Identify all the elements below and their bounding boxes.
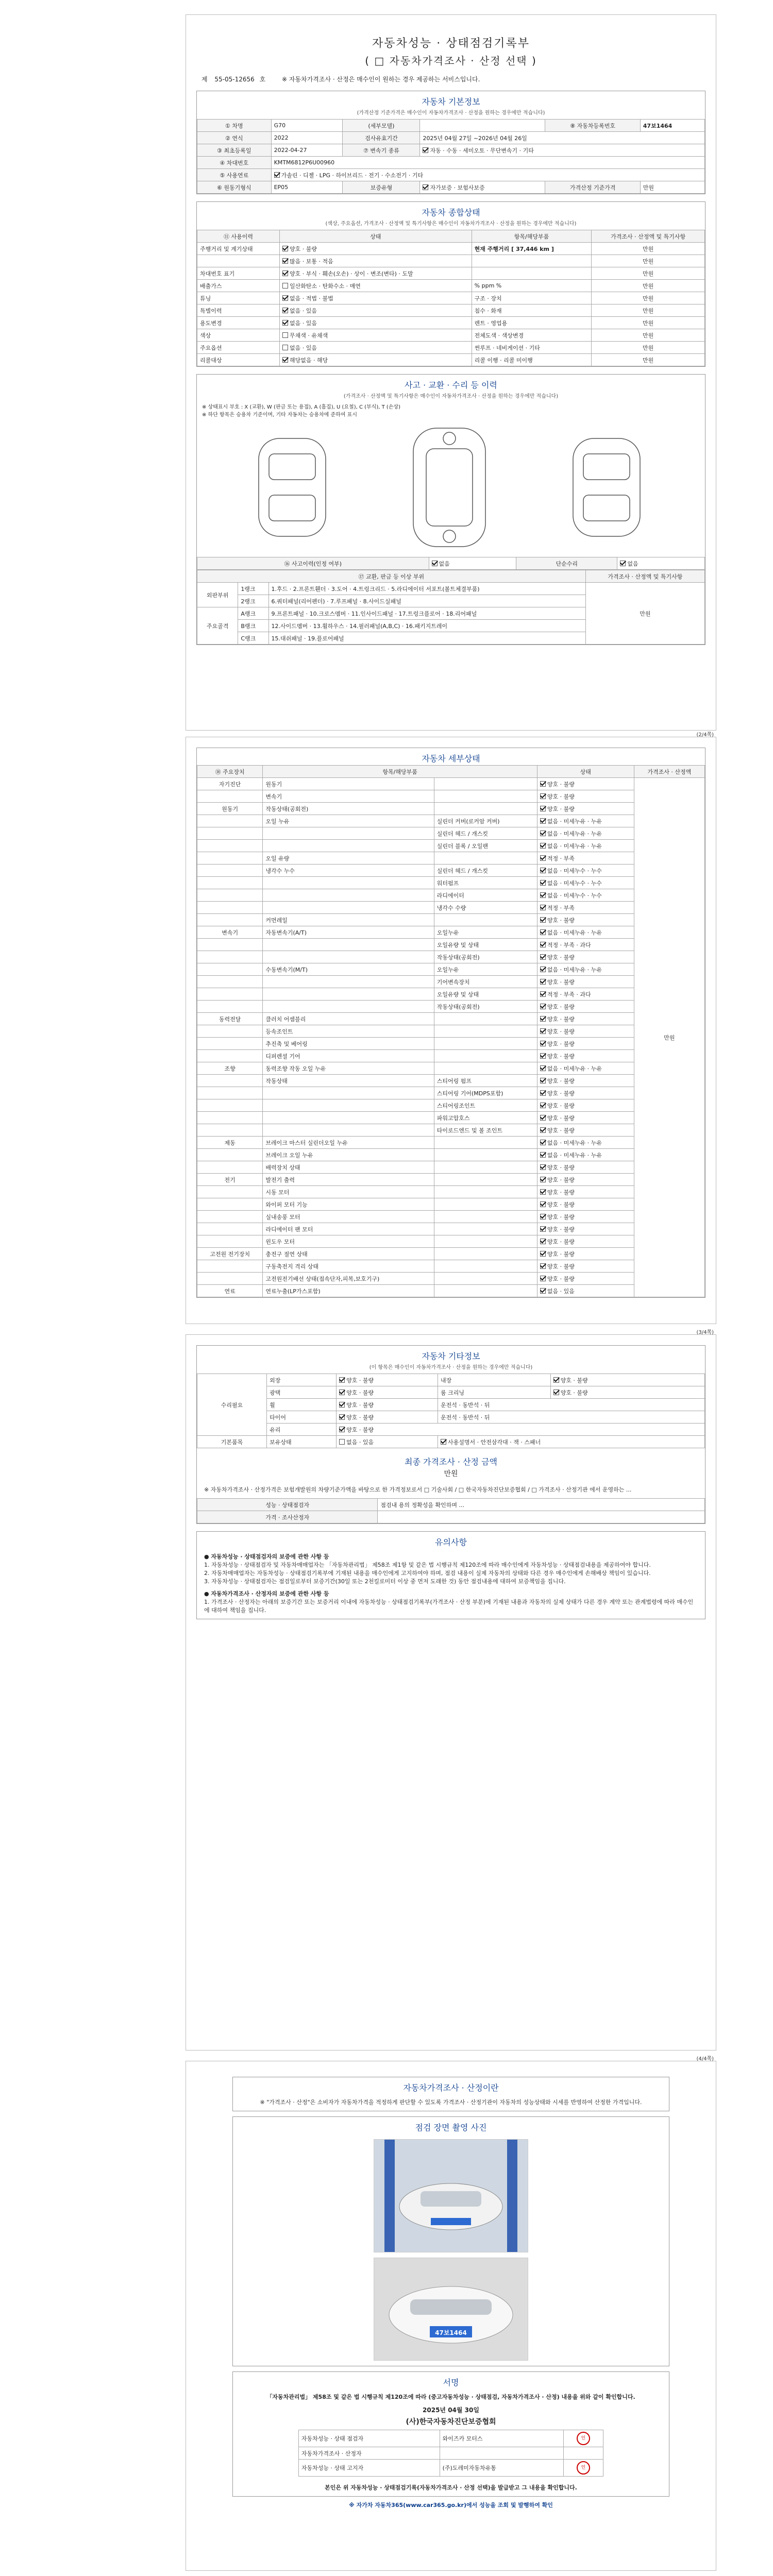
basic-info-section: 자동차 기본정보 (가격산정 기준가격은 매수인이 자동차가격조사 · 산정을 원하는 경우에만 적습니다) ① 차명 G70 (세부모델) ⑧ 자동차등록번호 47보1464 ② 연식 2022 검사유효기간 2025년 04월 27일 ~2026년 04월 26일 ③ 최초등록일 2022-04-27 ⑦ 변속기 종류 자동 · 수동 · 세미오토 · 무단변속기 · 기타 ④ 차대번호 KMTM6812P6U00960 ⑤ 사용연료 가솔린 · 디젤 · LPG · 하이브리드 · 전기 · 수소전기 · 기타 ⑥ 원동기형식 EP05 보증유형 자가보증 · 보험사보증 가격산정 기준가격 만원	[196, 91, 705, 194]
basic-info-table: ① 차명 G70 (세부모델) ⑧ 자동차등록번호 47보1464 ② 연식 2022 검사유효기간 2025년 04월 27일 ~2026년 04월 26일 ③ 최초등록일 2022-04-27 ⑦ 변속기 종류 자동 · 수동 · 세미오토 · 무단변속기 · 기타 ④ 차대번호 KMTM6812P6U00960 ⑤ 사용연료 가솔린 · 디젤 · LPG · 하이브리드 · 전기 · 수소전기 · 기타 ⑥ 원동기형식 EP05 보증유형 자가보증 · 보험사보증 가격산정 기준가격 만원	[197, 119, 705, 194]
car-photo-icon	[374, 2258, 528, 2360]
table-row: 수동변속기(M/T) 오일누유 없음 · 미세누유 · 누유	[197, 963, 705, 976]
checkbox[interactable]	[540, 843, 546, 849]
table-row: 작동상태(공회전) 양호 · 불량	[197, 951, 705, 963]
checkbox[interactable]	[540, 967, 546, 972]
stamp-icon: 인	[577, 2461, 590, 2475]
car-diagram	[197, 418, 705, 557]
checkbox[interactable]	[540, 892, 546, 898]
checkbox[interactable]	[540, 880, 546, 886]
checkbox[interactable]	[540, 806, 546, 811]
checkbox[interactable]	[540, 1251, 546, 1257]
license-plate: 47보1464	[435, 2329, 467, 2336]
overall-section: 자동차 종합상태 (색상, 주요옵션, 가격조사 · 산정액 및 특기사항은 매수인이 자동차가격조사 · 산정을 원하는 경우에만 적습니다) ⑪ 사용이력 상태 항목/해당부품 가격조사 · 산정액 및 특기사항 주행거리 및 계기상태 양호 · 불량 현재 주행거리 [ 37,446 km ] 만원 많음 · 보통 · 적음 만원 차대번호 표기 양호 · 부식 · 훼손(오손) · 상이 · 변조(변타) · 도말 만원 배출가스 일산화탄소 · 탄화수소 · 매연 % ppm % 만원 튜닝 없음 · 적법 · 불법 구조 · 장치 만원 특별이력 없음 · 있음 침수 · 화재 만원 용도변경 없음 · 있음 렌트 · 영업용 만원 색상 무채색 · 유채색 전체도색 · 색상변경 만원 주요옵션 없음 · 있음 썬루프 · 네비게이션 · 기타 만원 리콜대상 해당없음 · 해당 리콜 이행 · 리콜 미이행 만원	[196, 201, 705, 367]
stamp-icon: 인	[577, 2432, 590, 2445]
table-row: 주요옵션 없음 · 있음 썬루프 · 네비게이션 · 기타 만원	[197, 342, 705, 354]
definition-box: 자동차가격조사 · 산정이란 ※ "가격조사 · 산정"은 소비자가 자동차가격을 적정하게 판단할 수 있도록 가격조사 · 산정기관이 자동차의 성능상태와 시세를 반영하여 산정한 가격입니다.	[232, 2077, 669, 2111]
checkbox[interactable]	[540, 1201, 546, 1207]
table-row: 자기진단 원동기 양호 · 불량 만원	[197, 778, 705, 790]
checkbox[interactable]	[540, 1276, 546, 1281]
table-row: 작동상태 스티어링 펌프 양호 · 불량	[197, 1075, 705, 1087]
car-outline-icon	[197, 418, 705, 557]
page-3: (3/4쪽) 자동차 기타정보 (이 항목은 매수인이 자동차가격조사 · 산정을 원하는 경우에만 적습니다) 수리필요 외장 양호 · 불량 내장 양호 · 불량 광택 양호 · 불량 룸 크리닝 양호 · 불량 휠 양호 · 불량 운전석 · 동반석 · 뒤 타이어 양호 · 불량 운전석 · 동반석 · 뒤 유리 양호 · 불량 기본품목 보유상태 없음 · 있음 사용설명서 · 안전삼각대 · 잭 · 스패너 최종 가격조사 · 산정 금액 만원 ※ 자동차가격조사 · 산정가격은 보험개발원의 차량기준가액을 바탕으로 한 가격정보로서 □ 기술사회 / □ 한국자동차진단보증협회 / □ 가격조사 · 산정기관 에서 운영하는 ... 성능 · 상태점검자 점검내 용의 정확성을 확인하며 ... 가격 · 조사산정자 유의사항 ● 자동차성능 · 상태점검자의 보증에 관한 사항 등 1. 자동차성능 · 상태점검자 및 자동차매매업자는 「자동차관리법」 제58조 제1항 및 같은 법 시행규칙 제120조에 따라 매수인에게 자동차성능 · 상태점검내용을 제공하여야 합니다. 2. 자동차매매업자는 자동차성능 · 상태점검기록부에 기재된 내용을 매수인에게 고지하여야 하며, 점검 내용이 실제 자동차의 상태와 다른 경우 매수인에게 손해배상 책임이 있습니다. 3. 자동차성능 · 상태점검자는 점검일로부터 보증기간(30일 또는 2천킬로미터 이상 중 먼저 도래한 것) 동안 점검내용에 대하여 보증책임을 집니다. ● 자동차가격조사 · 산정자의 보증에 관한 사항 등 1. 가격조사 · 산정자는 아래의 보증기간 또는 보증거리 이내에 자동차성능 · 상태점검기록부(가격조사 · 산정 부분)에 기재된 내용과 자동차의 실제 상태가 다른 경우 계약 또는 관계법령에 따라 매수인에 대하여 책임을 집니다.	[186, 1334, 716, 2050]
table-row: 등속조인트 양호 · 불량	[197, 1025, 705, 1038]
overall-table: ⑪ 사용이력 상태 항목/해당부품 가격조사 · 산정액 및 특기사항 주행거리 및 계기상태 양호 · 불량 현재 주행거리 [ 37,446 km ] 만원 많음 · 보통 · 적음 만원 차대번호 표기 양호 · 부식 · 훼손(오손) · 상이 · 변조(변타) · 도말 만원 배출가스 일산화탄소 · 탄화수소 · 매연 % ppm % 만원 튜닝 없음 · 적법 · 불법 구조 · 장치 만원 특별이력 없음 · 있음 침수 · 화재 만원 용도변경 없음 · 있음 렌트 · 영업용 만원 색상 무채색 · 유채색 전체도색 · 색상변경 만원 주요옵션 없음 · 있음 썬루프 · 네비게이션 · 기타 만원 리콜대상 해당없음 · 해당 리콜 이행 · 리콜 미이행 만원	[197, 230, 705, 366]
inspection-photo-rear	[374, 2258, 528, 2361]
checkbox[interactable]	[540, 781, 546, 787]
checkbox[interactable]	[540, 1140, 546, 1145]
table-row: 전기 발전기 출력 양호 · 불량	[197, 1174, 705, 1186]
checkbox[interactable]	[540, 831, 546, 836]
checkbox[interactable]	[540, 1226, 546, 1232]
car-photo-icon	[374, 2140, 528, 2252]
checkbox[interactable]	[540, 991, 546, 997]
photo-section: 점검 장면 촬영 사진 47보1464	[232, 2116, 669, 2366]
basic-info-title: 자동차 기본정보	[422, 97, 480, 107]
signer-table: 자동차성능 · 상태 점검자 와이즈카 모터스 인 자동차가격조사 · 산정자 자동차성능 · 상태 고지자 (주)도레미자동차유통 인	[298, 2430, 603, 2477]
checkbox[interactable]	[540, 1065, 546, 1071]
table-row: 오일유량 및 상태 적정 · 부족 · 과다	[197, 988, 705, 1001]
table-row: 냉각수 누수 실린더 헤드 / 개스킷 없음 · 미세누수 · 누수	[197, 865, 705, 877]
checkbox[interactable]	[540, 954, 546, 960]
table-row: 브레이크 오일 누유 없음 · 미세누유 · 누유	[197, 1149, 705, 1161]
checkbox[interactable]	[540, 1263, 546, 1269]
table-row: 타이로드엔드 및 볼 조인트 양호 · 불량	[197, 1124, 705, 1137]
table-row: 용도변경 없음 · 있음 렌트 · 영업용 만원	[197, 317, 705, 329]
table-row: 변속기 자동변속기(A/T) 오일누유 없음 · 미세누유 · 누유	[197, 926, 705, 939]
table-row: 실린더 헤드 / 개스킷 없음 · 미세누유 · 누유	[197, 827, 705, 840]
table-row: 스티어링 기어(MDPS포함) 양호 · 불량	[197, 1087, 705, 1099]
detail-table: ⑱ 주요장치 항목/해당부품 상태 가격조사 · 산정액 자기진단 원동기 양호 · 불량 만원 변속기 양호 · 불량 원동기 작동상태(공회전) 양호 · 불량 오일 누유 실린더 커버(로커암 커버) 없음 · 미세누유 · 누유 실린더 헤드 / 개스킷 없음 · 미세누유 · 누유 실린더 블록 / 오일팬 없음 · 미세누유 · 누유 오일 유량 적정 · 부족 냉각수 누수 실린더 헤드 / 개스킷 없음 · 미세누수 · 누수 워터펌프 없음 · 미세누수 · 누수 라디에이터 없음 · 미세누수 · 누수 냉각수 수량 적정 · 부족 커먼레일 양호 · 불량 변속기 자동변속기(A/T) 오일누유 없음 · 미세누유 · 누유 오일유량 및 상태 적정 · 부족 · 과다 작동상태(공회전) 양호 · 불량 수동변속기(M/T) 오일누유 없음 · 미세누유 · 누유 기어변속장치 양호 · 불량 오일유량 및 상태 적정 · 부족 · 과다 작동상태(공회전) 양호 · 불량 동력전달 클러치 어셈블리 양호 · 불량 등속조인트 양호 · 불량 추진축 및 베어링 양호 · 불량 디퍼렌셜 기어 양호 · 불량 조향 동력조향 작동 오일 누유 없음 · 미세누유 · 누유 작동상태 스티어링 펌프 양호 · 불량 스티어링 기어(MDPS포함) 양호 · 불량 스티어링조인트 양호 · 불량 파워고압호스 양호 · 불량 타이로드엔드 및 볼 조인트 양호 · 불량 제동 브레이크 마스터 실린더오일 누유 없음 · 미세누유 · 누유 브레이크 오일 누유 없음 · 미세누유 · 누유 배력장치 상태 양호 · 불량 전기 발전기 출력 양호 · 불량 시동 모터 양호 · 불량 와이퍼 모터 기능 양호 · 불량 실내송풍 모터 양호 · 불량 라디에이터 팬 모터 양호 · 불량 윈도우 모터 양호 · 불량 고전원 전기장치 충전구 절연 상태 양호 · 불량 구동축전지 격리 상태 양호 · 불량 고전원전기배선 상태(접속단자,피복,보호기구) 양호 · 불량 연료 연료누출(LP가스포함) 없음 · 있음	[197, 765, 705, 1297]
page-4: (4/4쪽) 자동차가격조사 · 산정이란 ※ "가격조사 · 산정"은 소비자가 자동차가격을 적정하게 판단할 수 있도록 가격조사 · 산정기관이 자동차의 성능상태와 시세를 반영하여 산정한 가격입니다. 점검 장면 촬영 사진 47보1464 서명 「자동차관리법」 제58조 및 같은 법 시행규칙 제120조에 따라 (중고자동차성능 · 상태점검, 자동차가격조사 · 산정) 내용을 위와 같이 확인합니다. 2025년 04월 30일 (사)한국자동차진단보증협회 자동차성능 · 상태 점검자 와이즈카 모터스 인 자동차가격조사 · 산정자 자동차성능 · 상태 고지자 (주)도레미자동차유통 인 본인은 위 자동차성능 · 상태점검기록(자동차가격조사 · 산정 선택)을 발급받고 그 내용을 확인합니다. ※ 자가차 자동차365(www.car365.go.kr)에서 성능을 조회 및 발행하여 확인	[186, 2061, 716, 2571]
table-row: 기어변속장치 양호 · 불량	[197, 976, 705, 988]
table-row: 구동축전지 격리 상태 양호 · 불량	[197, 1260, 705, 1273]
checkbox[interactable]	[540, 917, 546, 923]
table-row: 실내송풍 모터 양호 · 불량	[197, 1211, 705, 1223]
checkbox[interactable]	[540, 1103, 546, 1108]
checkbox[interactable]	[540, 1189, 546, 1195]
table-row: 리콜대상 해당없음 · 해당 리콜 이행 · 리콜 미이행 만원	[197, 354, 705, 366]
checkbox[interactable]	[540, 1004, 546, 1009]
checkbox[interactable]	[423, 184, 428, 190]
table-row: 커먼레일 양호 · 불량	[197, 914, 705, 926]
doc-subtitle: ( □ 자동차가격조사 · 산정 선택 )	[365, 55, 537, 67]
etc-table: 수리필요 외장 양호 · 불량 내장 양호 · 불량 광택 양호 · 불량 룸 크리닝 양호 · 불량 휠 양호 · 불량 운전석 · 동반석 · 뒤 타이어 양호 · 불량 운전석 · 동반석 · 뒤 유리 양호 · 불량 기본품목 보유상태 없음 · 있음 사용설명서 · 안전삼각대 · 잭 · 스패너	[197, 1374, 705, 1448]
table-row: 실린더 블록 / 오일팬 없음 · 미세누유 · 누유	[197, 840, 705, 852]
checkbox[interactable]	[423, 147, 428, 153]
checkbox[interactable]	[540, 1239, 546, 1244]
table-row: 원동기 작동상태(공회전) 양호 · 불량	[197, 803, 705, 815]
table-row: 연료 연료누출(LP가스포함) 없음 · 있음	[197, 1285, 705, 1297]
table-row: 튜닝 없음 · 적법 · 불법 구조 · 장치 만원	[197, 292, 705, 304]
table-row: 동력전달 클러치 어셈블리 양호 · 불량	[197, 1013, 705, 1025]
table-row: 라디에이터 팬 모터 양호 · 불량	[197, 1223, 705, 1235]
checkbox[interactable]	[540, 1115, 546, 1121]
table-row: 배출가스 일산화탄소 · 탄화수소 · 매연 % ppm % 만원	[197, 280, 705, 292]
checkbox[interactable]	[540, 818, 546, 824]
checkbox[interactable]	[540, 1041, 546, 1046]
checkbox[interactable]	[540, 855, 546, 861]
checkbox[interactable]	[540, 1152, 546, 1158]
checkbox[interactable]	[540, 1164, 546, 1170]
checkbox[interactable]	[540, 1028, 546, 1034]
accident-section: 사고 · 교환 · 수리 등 이력 (가격조사 · 산정액 및 특기사항은 매수인이 자동차가격조사 · 산정을 원하는 경우에만 적습니다) ※ 상태표시 부호 : X (교환), W (판금 또는 용접), A (흠집), U (요철), C (부식), T (손상) ※ 하단 항목은 승용차 기준이며, 기타 자동차는 승용차에 준하여 표시 ⑯ 사고이력(인정 여부) 없음 단순수리 없음 ⑰ 교환, 판금 등 이상 부위 가격조사 · 산정액 및 특기사항 외판부위 1랭크 1.후드 · 2.프론트휀더 · 3.도어 · 4.트렁크리드 · 5.라디에이터 서포트(볼트체결부품) 만원 2랭크 6.쿼터패널(리어펜더) · 7.루프패널 · 8.사이드실패널 주요골격 A랭크 9.프론트패널 · 10.크로스멤버 · 11.인사이드패널 · 17.트렁크플로어 · 18.리어패널 B랭크 12.사이드멤버 · 13.휠하우스 · 14.필러패널(A,B,C) · 16.패키지트레이 C랭크 15.대쉬패널 · 19.플로어패널	[196, 374, 705, 645]
table-row: 라디에이터 없음 · 미세누수 · 누수	[197, 889, 705, 902]
table-row: 고전원전기배선 상태(접속단자,피복,보호기구) 양호 · 불량	[197, 1273, 705, 1285]
table-row: 오일 유량 적정 · 부족	[197, 852, 705, 865]
table-row: 디퍼렌셜 기어 양호 · 불량	[197, 1050, 705, 1062]
page-1	[186, 14, 716, 731]
checkbox[interactable]	[540, 1090, 546, 1096]
table-row: 제동 브레이크 마스터 실린더오일 누유 없음 · 미세누유 · 누유	[197, 1137, 705, 1149]
table-row: 특별이력 없음 · 있음 침수 · 화재 만원	[197, 304, 705, 317]
table-row: 냉각수 수량 적정 · 부족	[197, 902, 705, 914]
table-row: 파워고압호스 양호 · 불량	[197, 1112, 705, 1124]
table-row: 고전원 전기장치 충전구 절연 상태 양호 · 불량	[197, 1248, 705, 1260]
table-row: 오일 누유 실린더 커버(로커암 커버) 없음 · 미세누유 · 누유	[197, 815, 705, 827]
checkbox[interactable]	[540, 929, 546, 935]
table-row: 작동상태(공회전) 양호 · 불량	[197, 1001, 705, 1013]
checkbox[interactable]	[540, 905, 546, 910]
accident-summary: ⑯ 사고이력(인정 여부) 없음 단순수리 없음	[197, 557, 705, 570]
checkbox[interactable]	[540, 1127, 546, 1133]
checkbox[interactable]	[540, 1078, 546, 1083]
table-row: 조향 동력조향 작동 오일 누유 없음 · 미세누유 · 누유	[197, 1062, 705, 1075]
table-row: 와이퍼 모터 기능 양호 · 불량	[197, 1198, 705, 1211]
checkbox[interactable]	[540, 1016, 546, 1022]
page-2: (2/4쪽) 자동차 세부상태 ⑱ 주요장치 항목/해당부품 상태 가격조사 · 산정액 자기진단 원동기 양호 · 불량 만원 변속기 양호 · 불량 원동기 작동상태(공회전) 양호 · 불량 오일 누유 실린더 커버(로커암 커버) 없음 · 미세누유 · 누유 실린더 헤드 / 개스킷 없음 · 미세누유 · 누유 실린더 블록 / 오일팬 없음 · 미세누유 · 누유 오일 유량 적정 · 부족 냉각수 누수 실린더 헤드 / 개스킷 없음 · 미세누수 · 누수 워터펌프 없음 · 미세누수 · 누수 라디에이터 없음 · 미세누수 · 누수 냉각수 수량 적정 · 부족 커먼레일 양호 · 불량 변속기 자동변속기(A/T) 오일누유 없음 · 미세누유 · 누유 오일유량 및 상태 적정 · 부족 · 과다 작동상태(공회전) 양호 · 불량 수동변속기(M/T) 오일누유 없음 · 미세누유 · 누유 기어변속장치 양호 · 불량 오일유량 및 상태 적정 · 부족 · 과다 작동상태(공회전) 양호 · 불량 동력전달 클러치 어셈블리 양호 · 불량 등속조인트 양호 · 불량 추진축 및 베어링 양호 · 불량 디퍼렌셜 기어 양호 · 불량 조향 동력조향 작동 오일 누유 없음 · 미세누유 · 누유 작동상태 스티어링 펌프 양호 · 불량 스티어링 기어(MDPS포함) 양호 · 불량 스티어링조인트 양호 · 불량 파워고압호스 양호 · 불량 타이로드엔드 및 볼 조인트 양호 · 불량 제동 브레이크 마스터 실린더오일 누유 없음 · 미세누유 · 누유 브레이크 오일 누유 없음 · 미세누유 · 누유 배력장치 상태 양호 · 불량 전기 발전기 출력 양호 · 불량 시동 모터 양호 · 불량 와이퍼 모터 기능 양호 · 불량 실내송풍 모터 양호 · 불량 라디에이터 팬 모터 양호 · 불량 윈도우 모터 양호 · 불량 고전원 전기장치 충전구 절연 상태 양호 · 불량 구동축전지 격리 상태 양호 · 불량 고전원전기배선 상태(접속단자,피복,보호기구) 양호 · 불량 연료 연료누출(LP가스포함) 없음 · 있음	[186, 737, 716, 1324]
notice-section: 유의사항 ● 자동차성능 · 상태점검자의 보증에 관한 사항 등 1. 자동차성능 · 상태점검자 및 자동차매매업자는 「자동차관리법」 제58조 제1항 및 같은 법 시행규칙 제120조에 따라 매수인에게 자동차성능 · 상태점검내용을 제공하여야 합니다. 2. 자동차매매업자는 자동차성능 · 상태점검기록부에 기재된 내용을 매수인에게 고지하여야 하며, 점검 내용이 실제 자동차의 상태와 다른 경우 매수인에게 손해배상 책임이 있습니다. 3. 자동차성능 · 상태점검자는 점검일로부터 보증기간(30일 또는 2천킬로미터 이상 중 먼저 도래한 것) 동안 점검내용에 대하여 보증책임을 집니다. ● 자동차가격조사 · 산정자의 보증에 관한 사항 등 1. 가격조사 · 산정자는 아래의 보증기간 또는 보증거리 이내에 자동차성능 · 상태점검기록부(가격조사 · 산정 부분)에 기재된 내용과 자동차의 실제 상태가 다른 경우 계약 또는 관계법령에 따라 매수인에 대하여 책임을 집니다.	[196, 1531, 705, 1619]
table-row: 주행거리 및 계기상태 양호 · 불량 현재 주행거리 [ 37,446 km ] 만원	[197, 243, 705, 255]
checkbox[interactable]	[540, 942, 546, 947]
table-row: 스티어링조인트 양호 · 불량	[197, 1099, 705, 1112]
table-row: 추진축 및 베어링 양호 · 불량	[197, 1038, 705, 1050]
inspection-photo-front	[374, 2139, 528, 2252]
table-row: 배력장치 상태 양호 · 불량	[197, 1161, 705, 1174]
doc-title: 자동차성능 · 상태점검기록부	[372, 37, 530, 50]
accident-table: ⑰ 교환, 판금 등 이상 부위 가격조사 · 산정액 및 특기사항 외판부위 1랭크 1.후드 · 2.프론트휀더 · 3.도어 · 4.트렁크리드 · 5.라디에이터 서포트(볼트체결부품) 만원 2랭크 6.쿼터패널(리어펜더) · 7.루프패널 · 8.사이드실패널 주요골격 A랭크 9.프론트패널 · 10.크로스멤버 · 11.인사이드패널 · 17.트렁크플로어 · 18.리어패널 B랭크 12.사이드멤버 · 13.휠하우스 · 14.필러패널(A,B,C) · 16.패키지트레이 C랭크 15.대쉬패널 · 19.플로어패널	[197, 570, 705, 645]
checkbox[interactable]	[274, 172, 280, 178]
detail-section: 자동차 세부상태 ⑱ 주요장치 항목/해당부품 상태 가격조사 · 산정액 자기진단 원동기 양호 · 불량 만원 변속기 양호 · 불량 원동기 작동상태(공회전) 양호 · 불량 오일 누유 실린더 커버(로커암 커버) 없음 · 미세누유 · 누유 실린더 헤드 / 개스킷 없음 · 미세누유 · 누유 실린더 블록 / 오일팬 없음 · 미세누유 · 누유 오일 유량 적정 · 부족 냉각수 누수 실린더 헤드 / 개스킷 없음 · 미세누수 · 누수 워터펌프 없음 · 미세누수 · 누수 라디에이터 없음 · 미세누수 · 누수 냉각수 수량 적정 · 부족 커먼레일 양호 · 불량 변속기 자동변속기(A/T) 오일누유 없음 · 미세누유 · 누유 오일유량 및 상태 적정 · 부족 · 과다 작동상태(공회전) 양호 · 불량 수동변속기(M/T) 오일누유 없음 · 미세누유 · 누유 기어변속장치 양호 · 불량 오일유량 및 상태 적정 · 부족 · 과다 작동상태(공회전) 양호 · 불량 동력전달 클러치 어셈블리 양호 · 불량 등속조인트 양호 · 불량 추진축 및 베어링 양호 · 불량 디퍼렌셜 기어 양호 · 불량 조향 동력조향 작동 오일 누유 없음 · 미세누유 · 누유 작동상태 스티어링 펌프 양호 · 불량 스티어링 기어(MDPS포함) 양호 · 불량 스티어링조인트 양호 · 불량 파워고압호스 양호 · 불량 타이로드엔드 및 볼 조인트 양호 · 불량 제동 브레이크 마스터 실린더오일 누유 없음 · 미세누유 · 누유 브레이크 오일 누유 없음 · 미세누유 · 누유 배력장치 상태 양호 · 불량 전기 발전기 출력 양호 · 불량 시동 모터 양호 · 불량 와이퍼 모터 기능 양호 · 불량 실내송풍 모터 양호 · 불량 라디에이터 팬 모터 양호 · 불량 윈도우 모터 양호 · 불량 고전원 전기장치 충전구 절연 상태 양호 · 불량 구동축전지 격리 상태 양호 · 불량 고전원전기배선 상태(접속단자,피복,보호기구) 양호 · 불량 연료 연료누출(LP가스포함) 없음 · 있음	[196, 748, 705, 1298]
table-row: 시동 모터 양호 · 불량	[197, 1186, 705, 1198]
checkbox[interactable]	[540, 793, 546, 799]
etc-sign-table: 성능 · 상태점검자 점검내 용의 정확성을 확인하며 ... 가격 · 조사산정자	[197, 1498, 705, 1523]
doc-number: 제 55-05-12656 호 ※ 자동차가격조사 · 산정은 매수인이 원하는 경우 제공하는 서비스입니다.	[201, 76, 480, 83]
table-row: 변속기 양호 · 불량	[197, 790, 705, 803]
etc-section: 자동차 기타정보 (이 항목은 매수인이 자동차가격조사 · 산정을 원하는 경우에만 적습니다) 수리필요 외장 양호 · 불량 내장 양호 · 불량 광택 양호 · 불량 룸 크리닝 양호 · 불량 휠 양호 · 불량 운전석 · 동반석 · 뒤 타이어 양호 · 불량 운전석 · 동반석 · 뒤 유리 양호 · 불량 기본품목 보유상태 없음 · 있음 사용설명서 · 안전삼각대 · 잭 · 스패너 최종 가격조사 · 산정 금액 만원 ※ 자동차가격조사 · 산정가격은 보험개발원의 차량기준가액을 바탕으로 한 가격정보로서 □ 기술사회 / □ 한국자동차진단보증협회 / □ 가격조사 · 산정기관 에서 운영하는 ... 성능 · 상태점검자 점검내 용의 정확성을 확인하며 ... 가격 · 조사산정자	[196, 1345, 705, 1524]
table-row: 색상 무채색 · 유채색 전체도색 · 색상변경 만원	[197, 329, 705, 342]
checkbox[interactable]	[540, 1053, 546, 1059]
checkbox[interactable]	[540, 1177, 546, 1182]
table-row: 오일유량 및 상태 적정 · 부족 · 과다	[197, 939, 705, 951]
checkbox[interactable]	[540, 1214, 546, 1219]
table-row: 차대번호 표기 양호 · 부식 · 훼손(오손) · 상이 · 변조(변타) · 도말 만원	[197, 267, 705, 280]
checkbox[interactable]	[540, 868, 546, 873]
signature-section: 서명 「자동차관리법」 제58조 및 같은 법 시행규칙 제120조에 따라 (중고자동차성능 · 상태점검, 자동차가격조사 · 산정) 내용을 위와 같이 확인합니다. 2025년 04월 30일 (사)한국자동차진단보증협회 자동차성능 · 상태 점검자 와이즈카 모터스 인 자동차가격조사 · 산정자 자동차성능 · 상태 고지자 (주)도레미자동차유통 인 본인은 위 자동차성능 · 상태점검기록(자동차가격조사 · 산정 선택)을 발급받고 그 내용을 확인합니다.	[232, 2371, 669, 2497]
table-row: 많음 · 보통 · 적음 만원	[197, 255, 705, 267]
table-row: 워터펌프 없음 · 미세누수 · 누수	[197, 877, 705, 889]
checkbox[interactable]	[540, 1288, 546, 1294]
table-row: 윈도우 모터 양호 · 불량	[197, 1235, 705, 1248]
checkbox[interactable]	[540, 979, 546, 985]
